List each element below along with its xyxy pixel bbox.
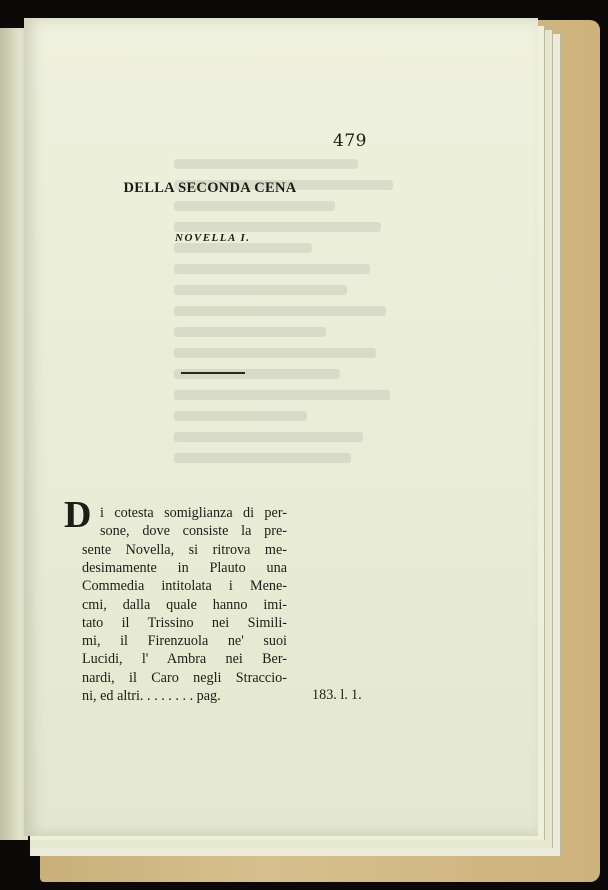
body-line: sente Novella, si ritrova me-	[82, 541, 287, 558]
body-line: nardi, il Caro negli Straccio-	[82, 669, 287, 686]
book-page	[24, 18, 538, 836]
body-line: Lucidi, l' Ambra nei Ber-	[82, 651, 287, 668]
section-heading: DELLA SECONDA CENA	[123, 180, 297, 196]
novella-subheading: NOVELLA I.	[175, 232, 251, 244]
reference-page: 183. l.	[312, 687, 348, 703]
body-line: mi, il Firenzuola ne' suoi	[82, 633, 287, 650]
body-line: cmi, dalla quale hanno imi-	[82, 596, 287, 613]
horizontal-rule	[181, 372, 245, 374]
body-last-line: ni, ed altri. . . . . . . . pag.	[82, 688, 221, 704]
body-line: Commedia intitolata i Mene-	[82, 578, 287, 595]
body-line: i cotesta somiglianza di per-	[100, 505, 287, 521]
body-line: desimamente in Plauto una	[82, 559, 287, 576]
body-line: tato il Trissino nei Simili-	[82, 614, 287, 631]
drop-cap: D	[64, 494, 92, 536]
body-line: sone, dove consiste la pre-	[100, 523, 287, 540]
page-number: 479	[333, 131, 367, 151]
reference-line: 1.	[351, 687, 362, 703]
